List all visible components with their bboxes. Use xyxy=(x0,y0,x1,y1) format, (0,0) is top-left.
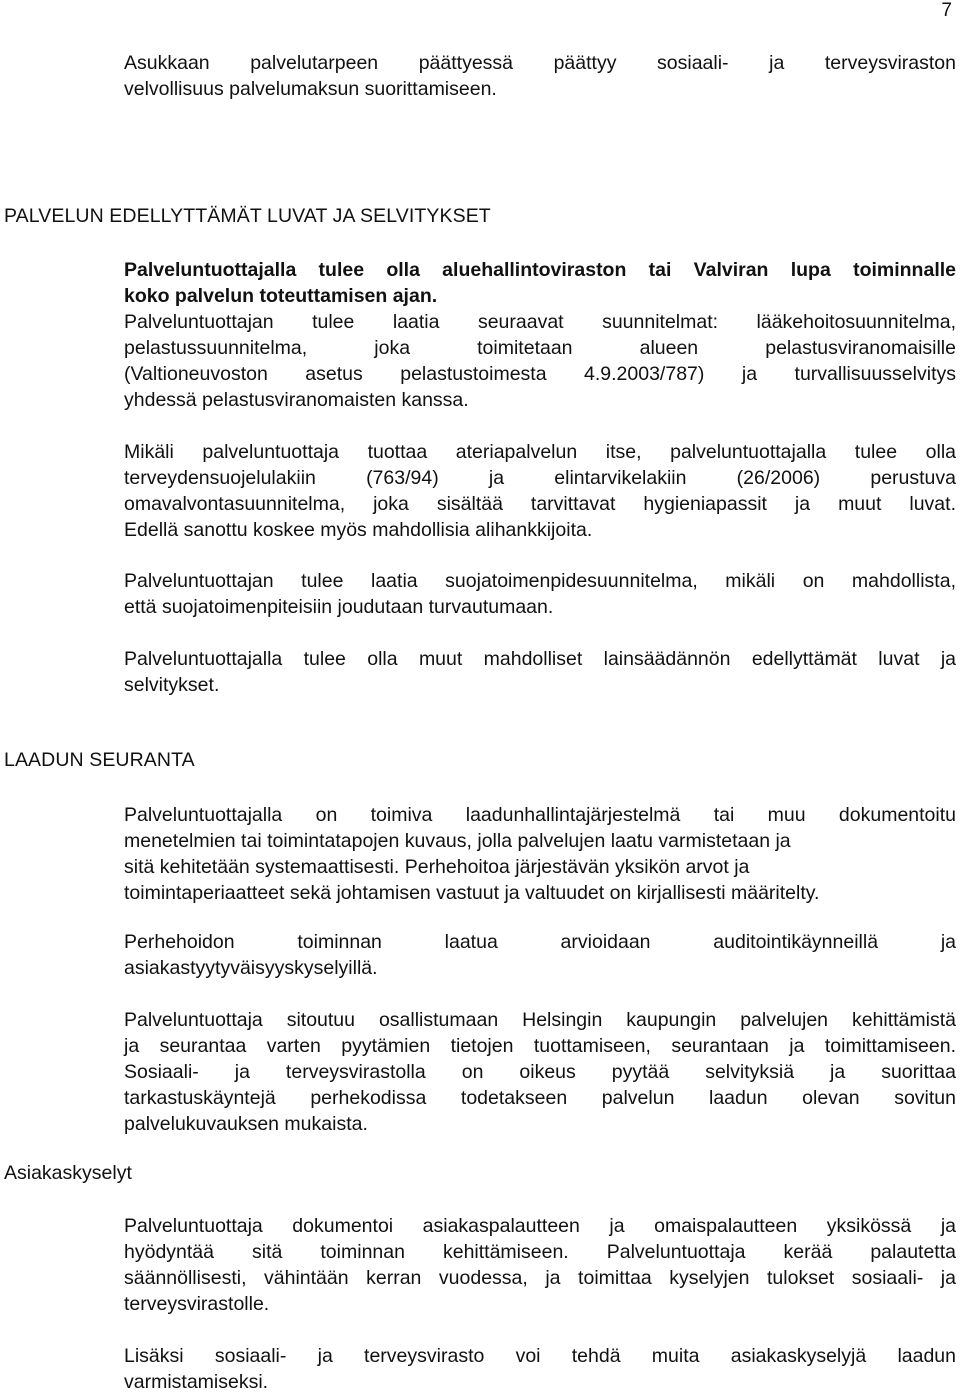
paragraph-other-permits xyxy=(124,646,956,698)
text-line: omavalvontasuunnitelma, joka sisältää tarvittavat hygieniapassit ja muut luvat. xyxy=(124,493,956,515)
text-line: terveydensuojelulakiin (763/94) ja elintarvikelakiin (26/2006) perustuva xyxy=(124,467,956,489)
text-line: velvollisuus palvelumaksun suorittamiseen. xyxy=(124,78,497,100)
paragraph-development-commitment xyxy=(124,1007,956,1137)
text-line: Palveluntuottajan tulee laatia seuraavat suunnitelmat: lääkehoitosuunnitelma, xyxy=(124,311,956,333)
text-line: Perhehoidon toiminnan laatua arvioidaan auditointikäynneillä ja xyxy=(124,931,956,953)
side-heading-customer-surveys: Asiakaskyselyt xyxy=(4,1162,132,1184)
text-line: koko palvelun toteuttamisen ajan. xyxy=(124,285,438,307)
text-line: Palveluntuottajalla tulee olla muut mahdolliset lainsäädännön edellyttämät luvat ja xyxy=(124,648,956,670)
text-line: Mikäli palveluntuottaja tuottaa ateriapalvelun itse, palveluntuottajalla tulee olla xyxy=(124,441,956,463)
paragraph-auditing xyxy=(124,929,956,981)
text-line: säännöllisesti, vähintään kerran vuodessa, ja toimittaa kyselyjen tulokset sosiaali- ja xyxy=(124,1267,956,1289)
text-line: Lisäksi sosiaali- ja terveysvirasto voi tehdä muita asiakaskyselyjä laadun xyxy=(124,1345,956,1367)
text-line: Palveluntuottajalla on toimiva laadunhallintajärjestelmä tai muu dokumentoitu xyxy=(124,804,956,826)
text-line: pelastussuunnitelma, joka toimitetaan alueen pelastusviranomaisille xyxy=(124,337,956,359)
paragraph-protection-plan xyxy=(124,568,956,620)
paragraph-plans xyxy=(124,309,956,413)
text-line: Asukkaan palvelutarpeen päättyessä päättyy sosiaali- ja terveysviraston xyxy=(124,52,956,74)
text-line: Sosiaali- ja terveysvirastolla on oikeus pyytää selvityksiä ja suorittaa xyxy=(124,1061,956,1083)
text-line: yhdessä pelastusviranomaisten kanssa. xyxy=(124,389,469,411)
section-heading-permits: PALVELUN EDELLYTTÄMÄT LUVAT JA SELVITYKSET xyxy=(4,205,491,227)
paragraph-quality-system xyxy=(124,802,956,906)
paragraph-meal-service xyxy=(124,439,956,543)
text-line: toimintaperiaatteet sekä johtamisen vastuut ja valtuudet on kirjallisesti määritelty. xyxy=(124,882,820,904)
section-heading-quality: LAADUN SEURANTA xyxy=(4,749,195,771)
paragraph-additional-surveys xyxy=(124,1343,956,1395)
text-line: sitä kehitetään systemaattisesti. Perhehoitoa järjestävän yksikön arvot ja xyxy=(124,856,750,878)
text-line: menetelmien tai toimintatapojen kuvaus, jolla palvelujen laatu varmistetaan ja xyxy=(124,830,791,852)
text-line: Edellä sanottu koskee myös mahdollisia alihankkijoita. xyxy=(124,519,593,541)
paragraph-feedback xyxy=(124,1213,956,1317)
text-line: terveysvirastolle. xyxy=(124,1293,270,1315)
text-line: selvitykset. xyxy=(124,674,220,696)
paragraph-service-end xyxy=(124,50,956,102)
text-line: palvelukuvauksen mukaista. xyxy=(124,1113,368,1135)
text-line: asiakastyytyväisyyskyselyillä. xyxy=(124,957,378,979)
text-line: Palveluntuottaja sitoutuu osallistumaan Helsingin kaupungin palvelujen kehittämistä xyxy=(124,1009,956,1031)
text-line: Palveluntuottajan tulee laatia suojatoimenpidesuunnitelma, mikäli on mahdollista, xyxy=(124,570,956,592)
text-line: ja seurantaa varten pyytämien tietojen tuottamiseen, seurantaan ja toimittamiseen. xyxy=(124,1035,956,1057)
page-number: 7 xyxy=(941,0,952,21)
text-line: tarkastuskäyntejä perhekodissa todetakseen palvelun laadun olevan sovitun xyxy=(124,1087,956,1109)
text-line: Palveluntuottajalla tulee olla aluehallintoviraston tai Valviran lupa toiminnalle xyxy=(124,259,956,281)
text-line: (Valtioneuvoston asetus pelastustoimesta 4.9.2003/787) ja turvallisuusselvitys xyxy=(124,363,956,385)
text-line: hyödyntää sitä toiminnan kehittämiseen. Palveluntuottaja kerää palautetta xyxy=(124,1241,956,1263)
text-line: varmistamiseksi. xyxy=(124,1371,269,1393)
text-line: Palveluntuottaja dokumentoi asiakaspalautteen ja omaispalautteen yksikössä ja xyxy=(124,1215,956,1237)
paragraph-license-requirement xyxy=(124,257,956,309)
text-line: että suojatoimenpiteisiin joudutaan turvautumaan. xyxy=(124,596,554,618)
